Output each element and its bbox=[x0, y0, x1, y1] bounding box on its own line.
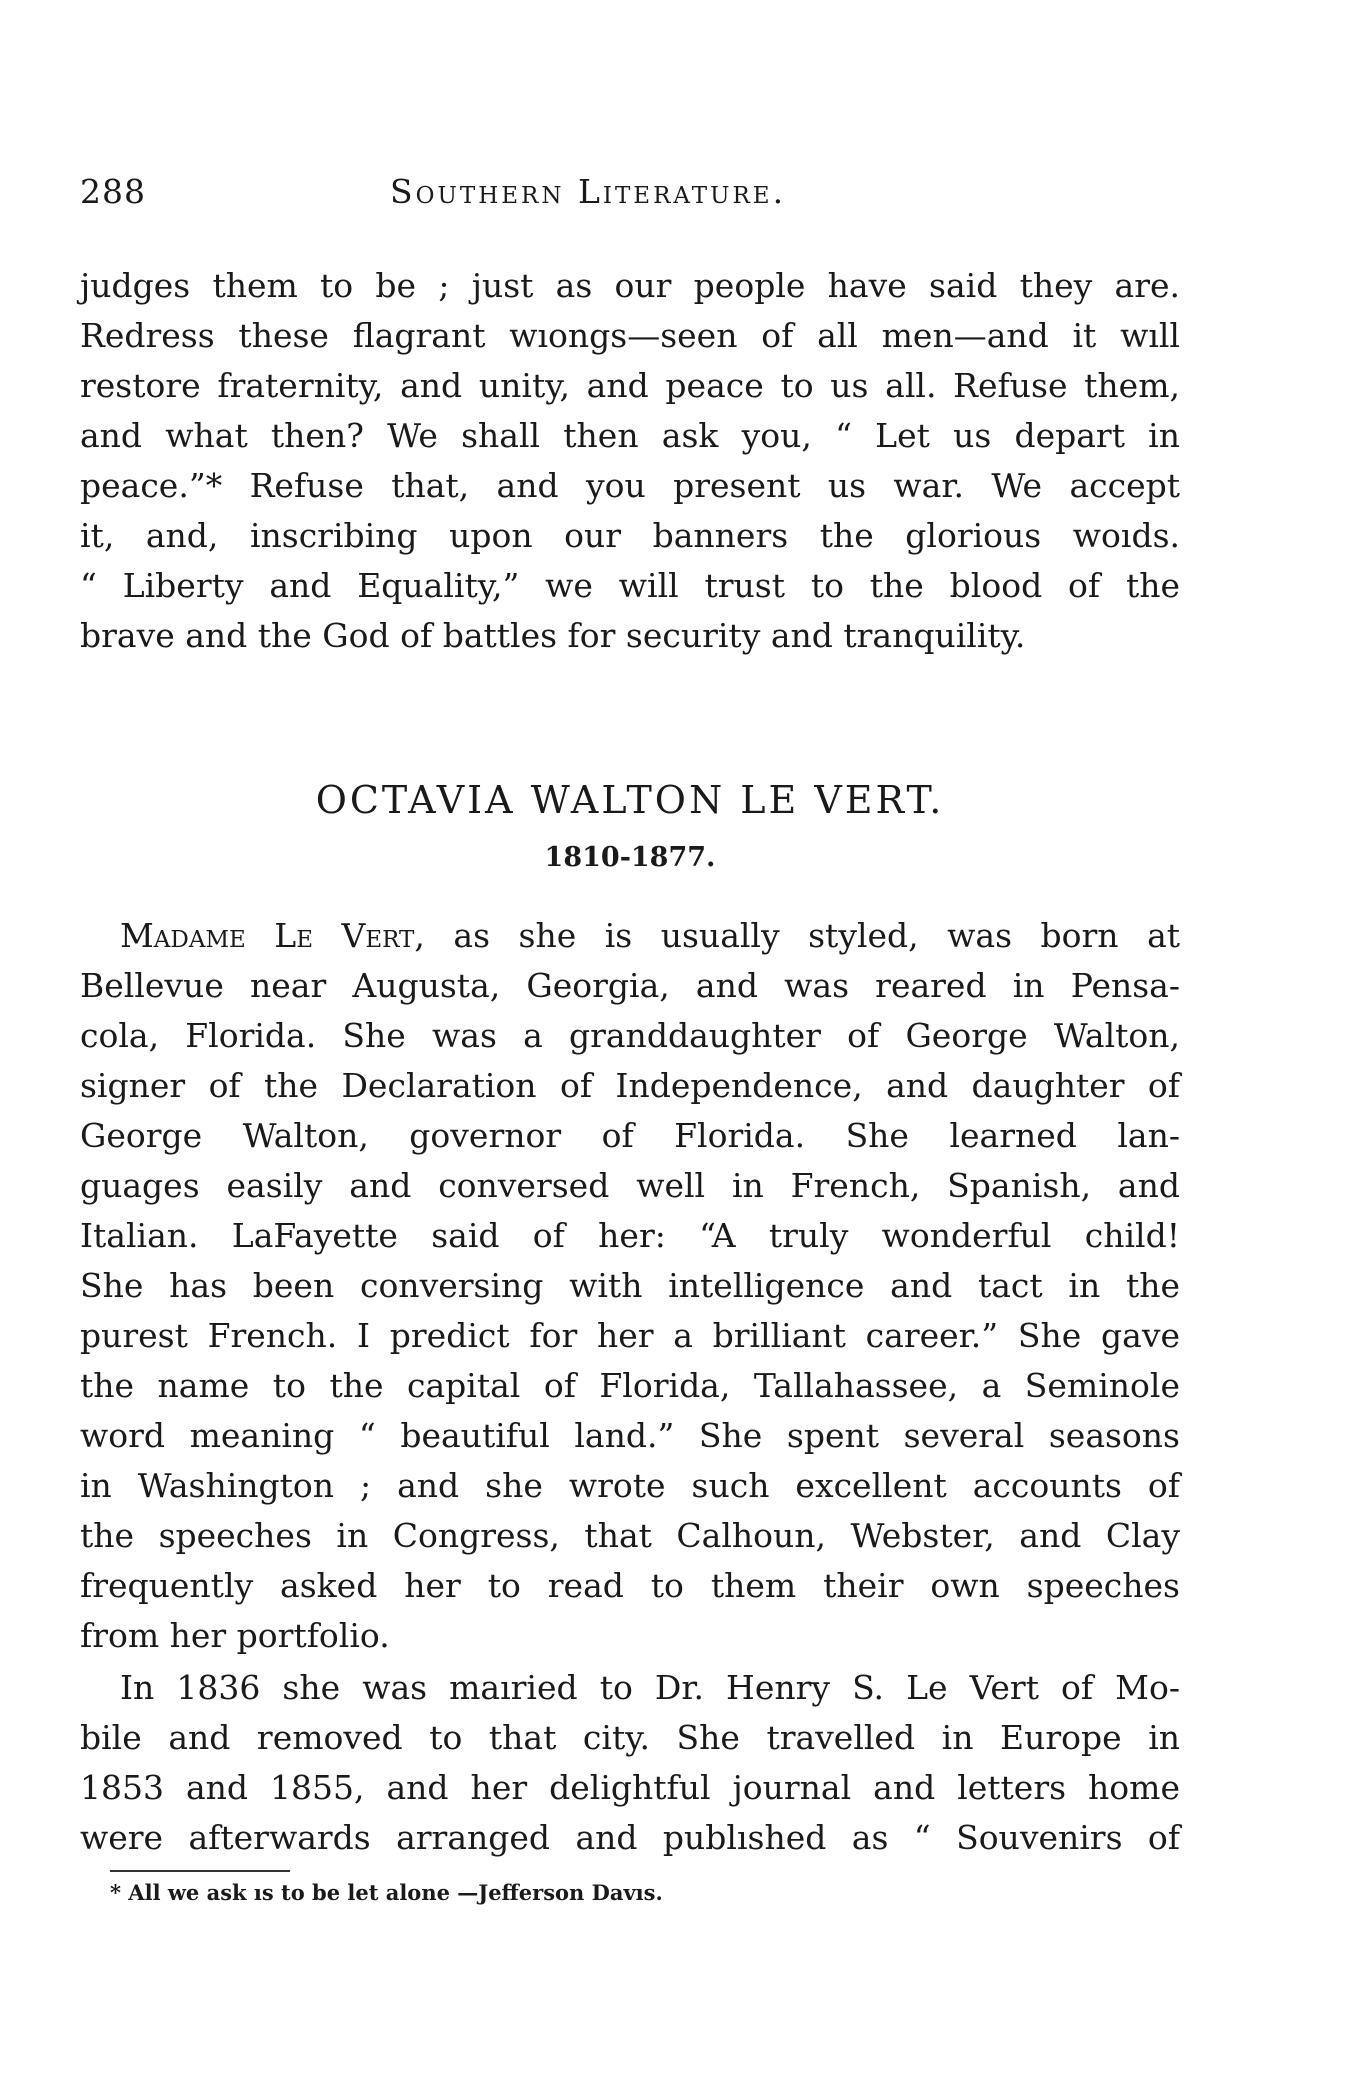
lead-small-caps: Madame Le Vert, bbox=[120, 916, 425, 955]
text-line: were afterwards arranged and publıshed as “ Souvenirs of bbox=[80, 1818, 1180, 1857]
text-line: bile and removed to that city. She travelled in Europe in bbox=[80, 1718, 1180, 1757]
text-line: brave and the God of battles for security and tranquility. bbox=[80, 616, 1026, 655]
section-title: OCTAVIA WALTON LE VERT. bbox=[315, 778, 945, 822]
text-line: Redress these flagrant wıongs—seen of all men—and it wıll bbox=[80, 316, 1180, 355]
text-line: cola, Florida. She was a granddaughter of George Walton, bbox=[80, 1016, 1180, 1055]
text-line: judges them to be ; just as our people have said they are. bbox=[80, 266, 1180, 305]
text-line: In 1836 she was maıried to Dr. Henry S. Le Vert of Mo- bbox=[120, 1668, 1180, 1707]
text-line: George Walton, governor of Florida. She learned lan- bbox=[80, 1116, 1180, 1155]
text-line: 1853 and 1855, and her delightful journal and letters home bbox=[80, 1768, 1180, 1807]
text-line: signer of the Declaration of Independence, and daughter of bbox=[80, 1066, 1180, 1105]
text-line-rest: as she is usually styled, was born at bbox=[424, 916, 1181, 955]
text-line: the speeches in Congress, that Calhoun, Webster, and Clay bbox=[80, 1516, 1180, 1555]
text-line: frequently asked her to read to them their own speeches bbox=[80, 1566, 1180, 1605]
text-line: peace.”* Refuse that, and you present us war. We accept bbox=[80, 466, 1180, 505]
text-line: purest French. I predict for her a brilliant career.” She gave bbox=[80, 1316, 1180, 1355]
text-line: Italian. LaFayette said of her: “A truly wonderful child! bbox=[80, 1216, 1180, 1255]
footnote-rule bbox=[110, 1870, 290, 1872]
text-line: the name to the capital of Florida, Tallahassee, a Seminole bbox=[80, 1366, 1180, 1405]
text-line: it, and, inscribing upon our banners the glorious woıds. bbox=[80, 516, 1180, 555]
text-line: She has been conversing with intelligence and tact in the bbox=[80, 1266, 1180, 1305]
footnote: * All we ask ıs to be let alone —Jefferson Davıs. bbox=[110, 1880, 663, 1905]
running-head-title: Southern Literature. bbox=[390, 172, 787, 211]
text-line: in Washington ; and she wrote such excellent accounts of bbox=[80, 1466, 1180, 1505]
page-number: 288 bbox=[80, 172, 146, 211]
text-line: guages easily and conversed well in French, Spanish, and bbox=[80, 1166, 1180, 1205]
text-line: “ Liberty and Equality,” we will trust to the blood of the bbox=[80, 566, 1180, 605]
text-line: and what then? We shall then ask you, “ Let us depart in bbox=[80, 416, 1180, 455]
text-line: Bellevue near Augusta, Georgia, and was reared in Pensa- bbox=[80, 966, 1180, 1005]
text-line: word meaning “ beautiful land.” She spent several seasons bbox=[80, 1416, 1180, 1455]
section-dates: 1810-1877. bbox=[544, 842, 716, 873]
text-line bbox=[120, 916, 1180, 956]
text-line: from her portfolio. bbox=[80, 1616, 390, 1655]
text-line: restore fraternity, and unity, and peace to us all. Refuse them, bbox=[80, 366, 1180, 405]
running-head bbox=[80, 172, 1180, 216]
